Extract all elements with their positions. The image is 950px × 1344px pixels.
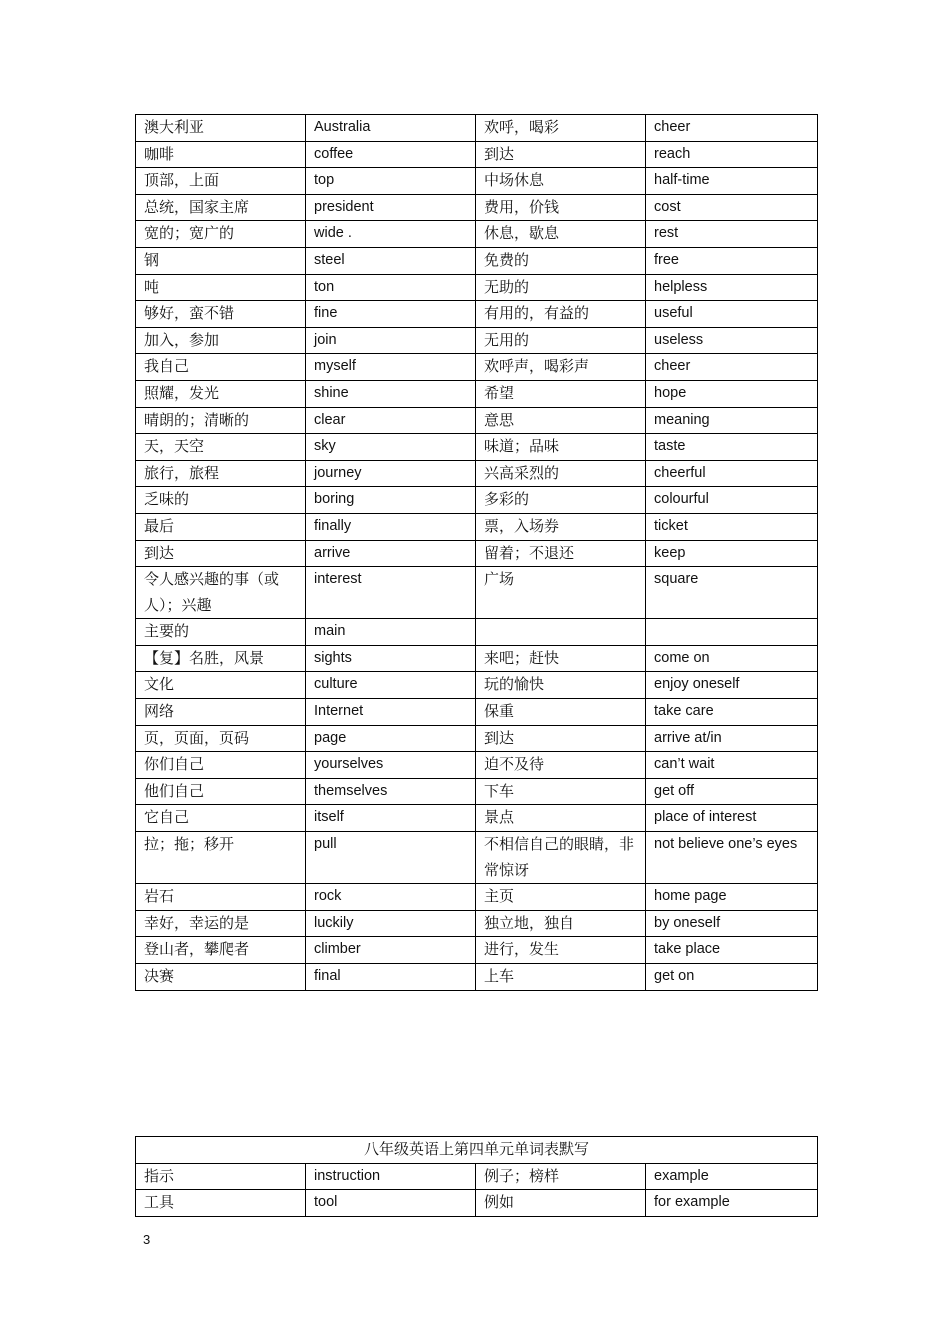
english-cell: yourselves xyxy=(306,752,476,779)
english-cell: steel xyxy=(306,247,476,274)
chinese-cell: 独立地，独自 xyxy=(476,910,646,937)
chinese-cell: 休息，歇息 xyxy=(476,221,646,248)
chinese-cell: 加入，参加 xyxy=(136,327,306,354)
table-row xyxy=(136,327,818,354)
chinese-cell: 保重 xyxy=(476,699,646,726)
table-row xyxy=(136,354,818,381)
chinese-cell: 意思 xyxy=(476,407,646,434)
chinese-cell xyxy=(476,619,646,646)
english-cell: instruction xyxy=(306,1163,476,1190)
chinese-cell: 澳大利亚 xyxy=(136,115,306,142)
chinese-cell: 不相信自己的眼睛，非常惊讶 xyxy=(476,832,646,884)
chinese-cell: 指示 xyxy=(136,1163,306,1190)
english-cell: meaning xyxy=(646,407,818,434)
english-cell: take care xyxy=(646,699,818,726)
chinese-cell: 宽的；宽广的 xyxy=(136,221,306,248)
chinese-cell: 晴朗的；清晰的 xyxy=(136,407,306,434)
english-cell: top xyxy=(306,168,476,195)
chinese-cell: 广场 xyxy=(476,567,646,619)
chinese-cell: 岩石 xyxy=(136,884,306,911)
chinese-cell: 网络 xyxy=(136,699,306,726)
table-row xyxy=(136,937,818,964)
chinese-cell: 页，页面，页码 xyxy=(136,725,306,752)
chinese-cell: 它自己 xyxy=(136,805,306,832)
english-cell: get off xyxy=(646,778,818,805)
chinese-cell: 登山者，攀爬者 xyxy=(136,937,306,964)
english-cell: useless xyxy=(646,327,818,354)
chinese-cell: 欢呼，喝彩 xyxy=(476,115,646,142)
english-cell: keep xyxy=(646,540,818,567)
english-cell: arrive at/in xyxy=(646,725,818,752)
chinese-cell: 幸好，幸运的是 xyxy=(136,910,306,937)
table-row xyxy=(136,487,818,514)
chinese-cell: 下车 xyxy=(476,778,646,805)
table-row xyxy=(136,194,818,221)
english-cell: place of interest xyxy=(646,805,818,832)
english-cell: take place xyxy=(646,937,818,964)
chinese-cell: 总统，国家主席 xyxy=(136,194,306,221)
english-cell: half-time xyxy=(646,168,818,195)
table-title: 八年级英语上第四单元单词表默写 xyxy=(136,1137,818,1164)
chinese-cell: 文化 xyxy=(136,672,306,699)
chinese-cell: 我自己 xyxy=(136,354,306,381)
english-cell: main xyxy=(306,619,476,646)
english-cell: finally xyxy=(306,513,476,540)
table-row xyxy=(136,884,818,911)
english-cell: sky xyxy=(306,434,476,461)
chinese-cell: 到达 xyxy=(476,141,646,168)
english-cell: can’t wait xyxy=(646,752,818,779)
english-cell: cheer xyxy=(646,354,818,381)
english-cell: interest xyxy=(306,567,476,619)
table-row xyxy=(136,301,818,328)
chinese-cell: 兴高采烈的 xyxy=(476,460,646,487)
table-row xyxy=(136,910,818,937)
table-row xyxy=(136,1163,818,1190)
table-row xyxy=(136,964,818,991)
english-cell: useful xyxy=(646,301,818,328)
chinese-cell: 拉；拖；移开 xyxy=(136,832,306,884)
chinese-cell: 照耀，发光 xyxy=(136,380,306,407)
table-row xyxy=(136,141,818,168)
english-cell: free xyxy=(646,247,818,274)
english-cell: fine xyxy=(306,301,476,328)
chinese-cell: 钢 xyxy=(136,247,306,274)
english-cell: clear xyxy=(306,407,476,434)
chinese-cell: 工具 xyxy=(136,1190,306,1217)
chinese-cell: 决赛 xyxy=(136,964,306,991)
english-cell: helpless xyxy=(646,274,818,301)
english-cell: luckily xyxy=(306,910,476,937)
english-cell: itself xyxy=(306,805,476,832)
english-cell: square xyxy=(646,567,818,619)
english-cell: culture xyxy=(306,672,476,699)
chinese-cell: 顶部，上面 xyxy=(136,168,306,195)
chinese-cell: 景点 xyxy=(476,805,646,832)
chinese-cell: 到达 xyxy=(476,725,646,752)
english-cell: arrive xyxy=(306,540,476,567)
chinese-cell: 到达 xyxy=(136,540,306,567)
table-row xyxy=(136,699,818,726)
chinese-cell: 例子；榜样 xyxy=(476,1163,646,1190)
chinese-cell: 你们自己 xyxy=(136,752,306,779)
table-row xyxy=(136,380,818,407)
english-cell: final xyxy=(306,964,476,991)
english-cell: join xyxy=(306,327,476,354)
page-number: 3 xyxy=(143,1232,151,1247)
table-row xyxy=(136,221,818,248)
vocab-table-unit3 xyxy=(135,114,818,991)
english-cell: hope xyxy=(646,380,818,407)
chinese-cell: 来吧；赶快 xyxy=(476,645,646,672)
english-cell: sights xyxy=(306,645,476,672)
table-row xyxy=(136,460,818,487)
english-cell: not believe one’s eyes xyxy=(646,832,818,884)
table-row xyxy=(136,752,818,779)
vocab-table-body xyxy=(136,115,818,991)
english-cell: wide . xyxy=(306,221,476,248)
vocab-table-body xyxy=(136,1137,818,1217)
chinese-cell: 乏味的 xyxy=(136,487,306,514)
english-cell: colourful xyxy=(646,487,818,514)
chinese-cell: 中场休息 xyxy=(476,168,646,195)
chinese-cell: 无助的 xyxy=(476,274,646,301)
english-cell: president xyxy=(306,194,476,221)
chinese-cell: 无用的 xyxy=(476,327,646,354)
chinese-cell: 旅行，旅程 xyxy=(136,460,306,487)
english-cell: for example xyxy=(646,1190,818,1217)
chinese-cell: 希望 xyxy=(476,380,646,407)
table-row xyxy=(136,805,818,832)
table-title-row xyxy=(136,1137,818,1164)
chinese-cell: 费用，价钱 xyxy=(476,194,646,221)
chinese-cell: 最后 xyxy=(136,513,306,540)
english-cell: themselves xyxy=(306,778,476,805)
english-cell: boring xyxy=(306,487,476,514)
english-cell: taste xyxy=(646,434,818,461)
chinese-cell: 欢呼声，喝彩声 xyxy=(476,354,646,381)
vocab-table-unit4 xyxy=(135,1136,818,1217)
chinese-cell: 令人感兴趣的事（或人）；兴趣 xyxy=(136,567,306,619)
table-row xyxy=(136,247,818,274)
chinese-cell: 吨 xyxy=(136,274,306,301)
chinese-cell: 免费的 xyxy=(476,247,646,274)
chinese-cell: 主要的 xyxy=(136,619,306,646)
chinese-cell: 他们自己 xyxy=(136,778,306,805)
chinese-cell: 够好，蛮不错 xyxy=(136,301,306,328)
english-cell: tool xyxy=(306,1190,476,1217)
table-row xyxy=(136,672,818,699)
english-cell: enjoy oneself xyxy=(646,672,818,699)
english-cell: reach xyxy=(646,141,818,168)
english-cell: climber xyxy=(306,937,476,964)
english-cell: rock xyxy=(306,884,476,911)
table-row xyxy=(136,832,818,884)
english-cell: shine xyxy=(306,380,476,407)
chinese-cell: 例如 xyxy=(476,1190,646,1217)
table-row xyxy=(136,168,818,195)
english-cell: coffee xyxy=(306,141,476,168)
chinese-cell: 上车 xyxy=(476,964,646,991)
english-cell: ton xyxy=(306,274,476,301)
english-cell: get on xyxy=(646,964,818,991)
english-cell: pull xyxy=(306,832,476,884)
table-row xyxy=(136,540,818,567)
table-row xyxy=(136,645,818,672)
chinese-cell: 咖啡 xyxy=(136,141,306,168)
english-cell: cost xyxy=(646,194,818,221)
chinese-cell: 味道；品味 xyxy=(476,434,646,461)
table-row xyxy=(136,778,818,805)
english-cell: rest xyxy=(646,221,818,248)
table-row xyxy=(136,513,818,540)
chinese-cell: 进行，发生 xyxy=(476,937,646,964)
chinese-cell: 有用的，有益的 xyxy=(476,301,646,328)
chinese-cell: 留着；不退还 xyxy=(476,540,646,567)
english-cell xyxy=(646,619,818,646)
table-row xyxy=(136,274,818,301)
english-cell: Australia xyxy=(306,115,476,142)
table-row xyxy=(136,115,818,142)
chinese-cell: 主页 xyxy=(476,884,646,911)
english-cell: example xyxy=(646,1163,818,1190)
english-cell: home page xyxy=(646,884,818,911)
english-cell: by oneself xyxy=(646,910,818,937)
english-cell: come on xyxy=(646,645,818,672)
table-row xyxy=(136,567,818,619)
table-row xyxy=(136,725,818,752)
chinese-cell: 天，天空 xyxy=(136,434,306,461)
english-cell: cheerful xyxy=(646,460,818,487)
table-row xyxy=(136,434,818,461)
table-row xyxy=(136,1190,818,1217)
english-cell: myself xyxy=(306,354,476,381)
chinese-cell: 票，入场券 xyxy=(476,513,646,540)
chinese-cell: 玩的愉快 xyxy=(476,672,646,699)
chinese-cell: 多彩的 xyxy=(476,487,646,514)
chinese-cell: 迫不及待 xyxy=(476,752,646,779)
chinese-cell: 【复】名胜，风景 xyxy=(136,645,306,672)
table-row xyxy=(136,407,818,434)
english-cell: Internet xyxy=(306,699,476,726)
table-row xyxy=(136,619,818,646)
english-cell: journey xyxy=(306,460,476,487)
english-cell: page xyxy=(306,725,476,752)
english-cell: cheer xyxy=(646,115,818,142)
english-cell: ticket xyxy=(646,513,818,540)
